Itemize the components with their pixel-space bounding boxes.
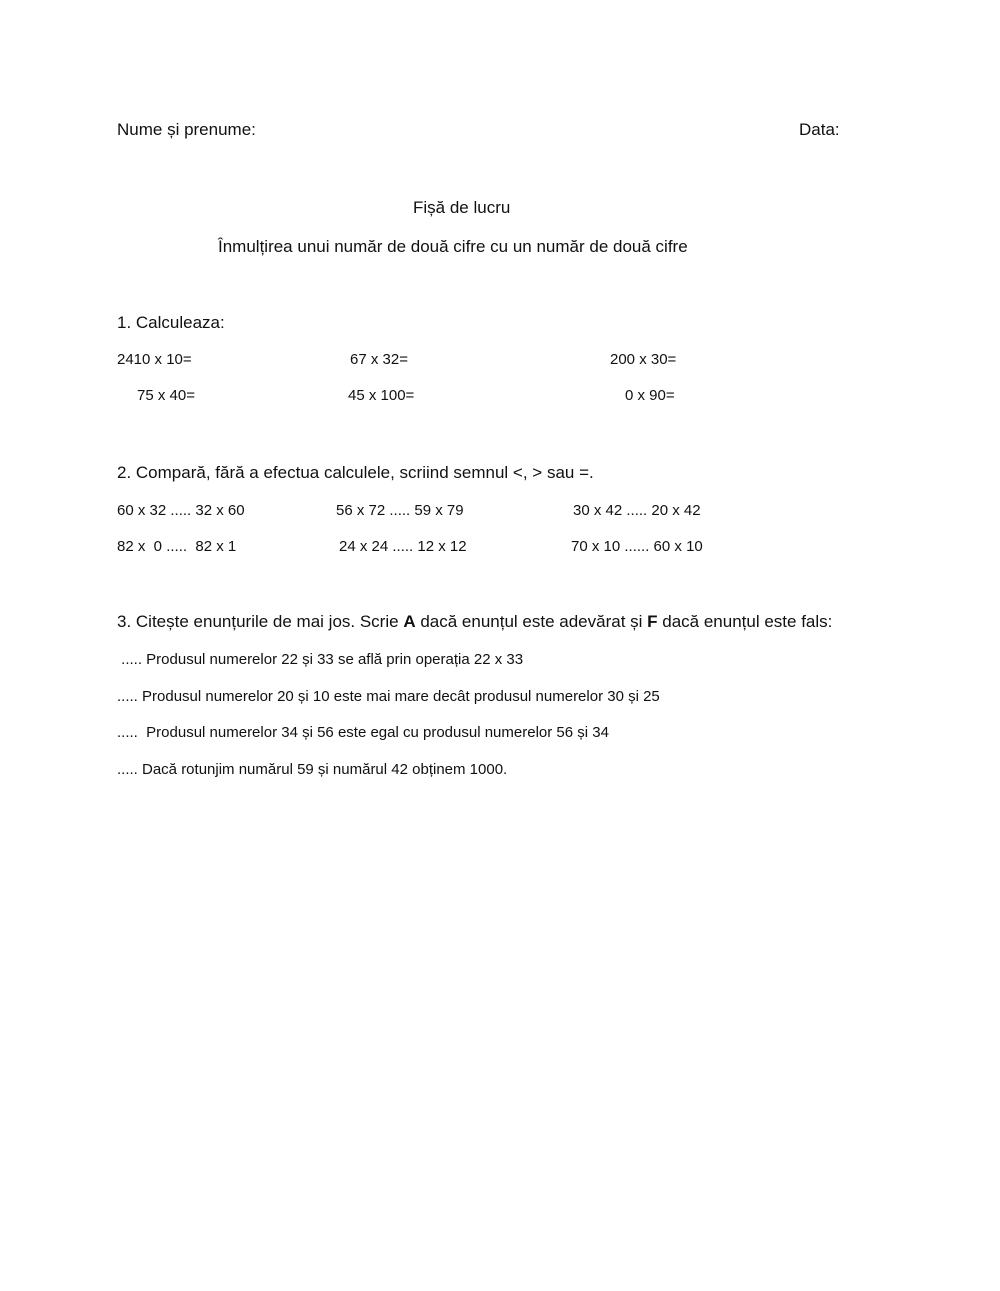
calc-item: 67 x 32= [350, 351, 408, 368]
heading-text: dacă enunțul este adevărat și [415, 612, 648, 631]
exercise-1-heading: 1. Calculeaza: [117, 313, 225, 332]
statement-item: ..... Dacă rotunjim numărul 59 și numărul 42 obținem 1000. [117, 761, 508, 778]
statement-item: ..... Produsul numerelor 22 și 33 se află prin operația 22 x 33 [117, 651, 524, 668]
calc-item: 45 x 100= [348, 387, 415, 404]
compare-item: 82 x 0 ..... 82 x 1 [117, 538, 237, 555]
heading-text: dacă enunțul este fals: [657, 612, 833, 631]
bold-a: A [403, 612, 416, 631]
compare-item: 60 x 32 ..... 32 x 60 [117, 502, 245, 519]
compare-item: 56 x 72 ..... 59 x 79 [336, 502, 464, 519]
compare-item: 24 x 24 ..... 12 x 12 [339, 538, 467, 555]
date-label: Data: [799, 120, 840, 139]
exercise-2-heading: 2. Compară, fără a efectua calculele, scriind semnul <, > sau =. [117, 463, 594, 482]
calc-item: 0 x 90= [625, 387, 675, 404]
worksheet-subtitle: Înmulțirea unui număr de două cifre cu un număr de două cifre [218, 237, 688, 256]
statement-item: ..... Produsul numerelor 34 și 56 este egal cu produsul numerelor 56 și 34 [117, 724, 609, 741]
name-label: Nume și prenume: [117, 120, 256, 139]
calc-item: 75 x 40= [137, 387, 195, 404]
statement-item: ..... Produsul numerelor 20 și 10 este mai mare decât produsul numerelor 30 și 25 [117, 688, 660, 705]
compare-item: 30 x 42 ..... 20 x 42 [573, 502, 701, 519]
compare-item: 70 x 10 ...... 60 x 10 [571, 538, 703, 555]
heading-text: 3. Citește enunțurile de mai jos. Scrie [117, 612, 404, 631]
calc-item: 200 x 30= [610, 351, 677, 368]
exercise-3-heading [117, 613, 832, 630]
worksheet-title: Fișă de lucru [413, 198, 511, 217]
bold-f: F [647, 612, 658, 631]
calc-item: 2410 x 10= [117, 351, 192, 368]
